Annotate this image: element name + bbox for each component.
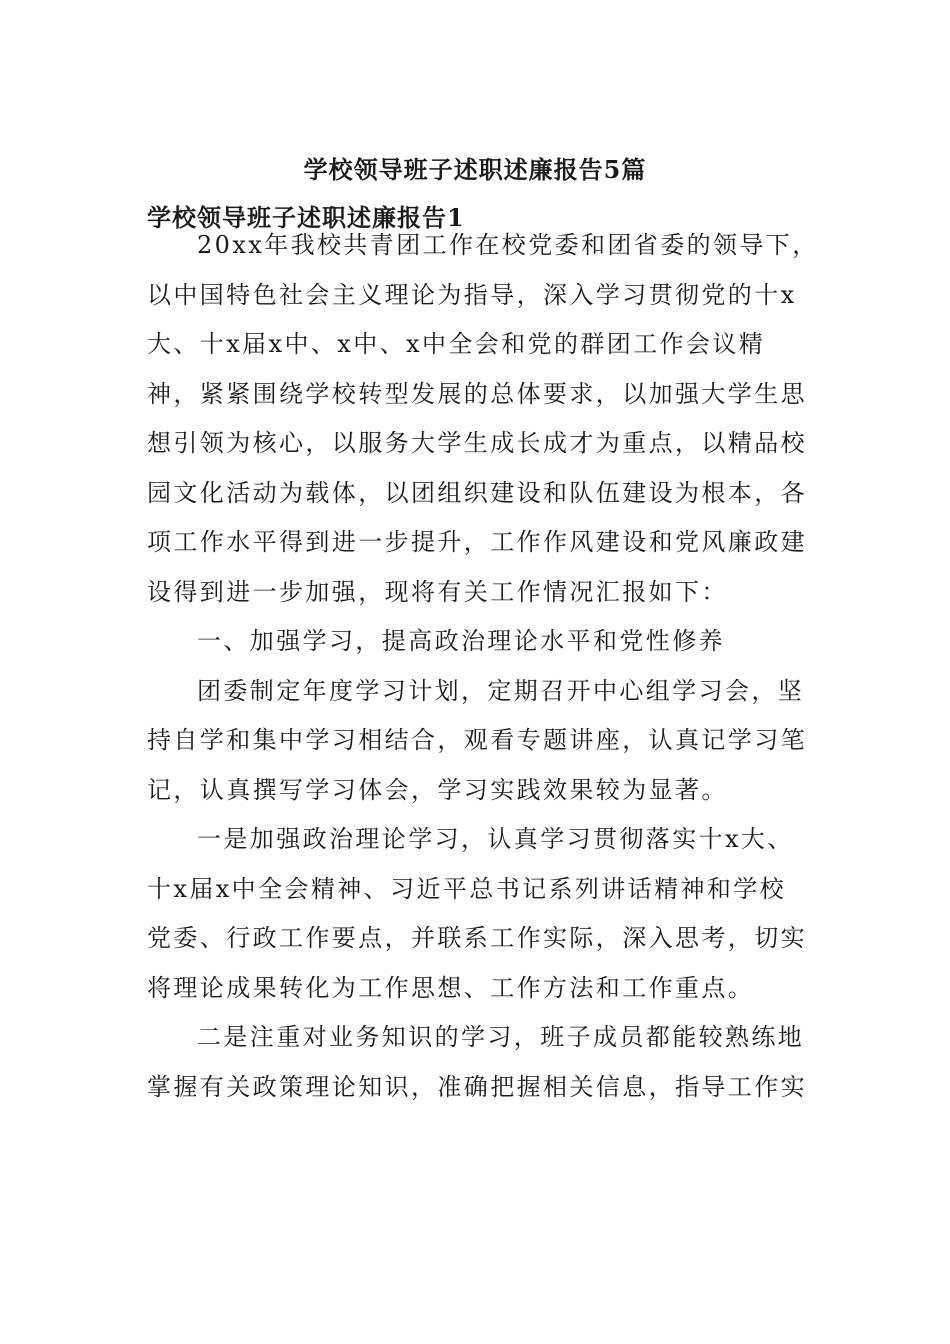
text-line: 持自学和集中学习相结合，观看专题讲座，认真记学习笔: [147, 726, 807, 754]
text-line: 大、十x届x中、x中、x中全会和党的群团工作会议精: [147, 330, 766, 358]
text-line: 二是注重对业务知识的学习，班子成员都能较熟练地: [197, 1023, 805, 1051]
text-line: 园文化活动为载体，以团组织建设和队伍建设为根本，各: [147, 478, 807, 507]
text-line: 神，紧紧围绕学校转型发展的总体要求，以加强大学生思: [147, 379, 807, 408]
text-line: 项工作水平得到进一步提升，工作作风建设和党风廉政建: [147, 528, 807, 556]
text-line: 将理论成果转化为工作思想、工作方法和工作重点。: [147, 973, 755, 1002]
text-line: 十x届x中全会精神、习近平总书记系列讲话精神和学校: [147, 874, 787, 903]
section-heading: 学校领导班子述职述廉报告1: [147, 203, 465, 232]
text-line: 想引领为核心，以服务大学生成长成才为重点，以精品校: [147, 429, 807, 457]
body-text: [147, 221, 819, 1112]
text-line: 记，认真撰写学习体会，学习实践效果较为显著。: [147, 775, 728, 804]
text-line: 以中国特色社会主义理论为指导，深入学习贯彻党的十x: [147, 280, 797, 309]
text-line: 团委制定年度学习计划，定期召开中心组学习会，坚: [197, 676, 805, 705]
document-title: 学校领导班子述职述廉报告5篇: [303, 155, 647, 184]
text-line: 设得到进一步加强，现将有关工作情况汇报如下：: [147, 577, 728, 606]
text-line: 党委、行政工作要点，并联系工作实际，深入思考，切实: [147, 924, 807, 952]
text-line: 20xx年我校共青团工作在校党委和团省委的领导下，: [197, 231, 819, 259]
text-line: 一、加强学习，提高政治理论水平和党性修养: [197, 627, 725, 655]
text-line: 掌握有关政策理论知识，准确把握相关信息，指导工作实: [147, 1072, 807, 1101]
text-line: 一是加强政治理论学习，认真学习贯彻落实十x大、: [197, 825, 794, 853]
